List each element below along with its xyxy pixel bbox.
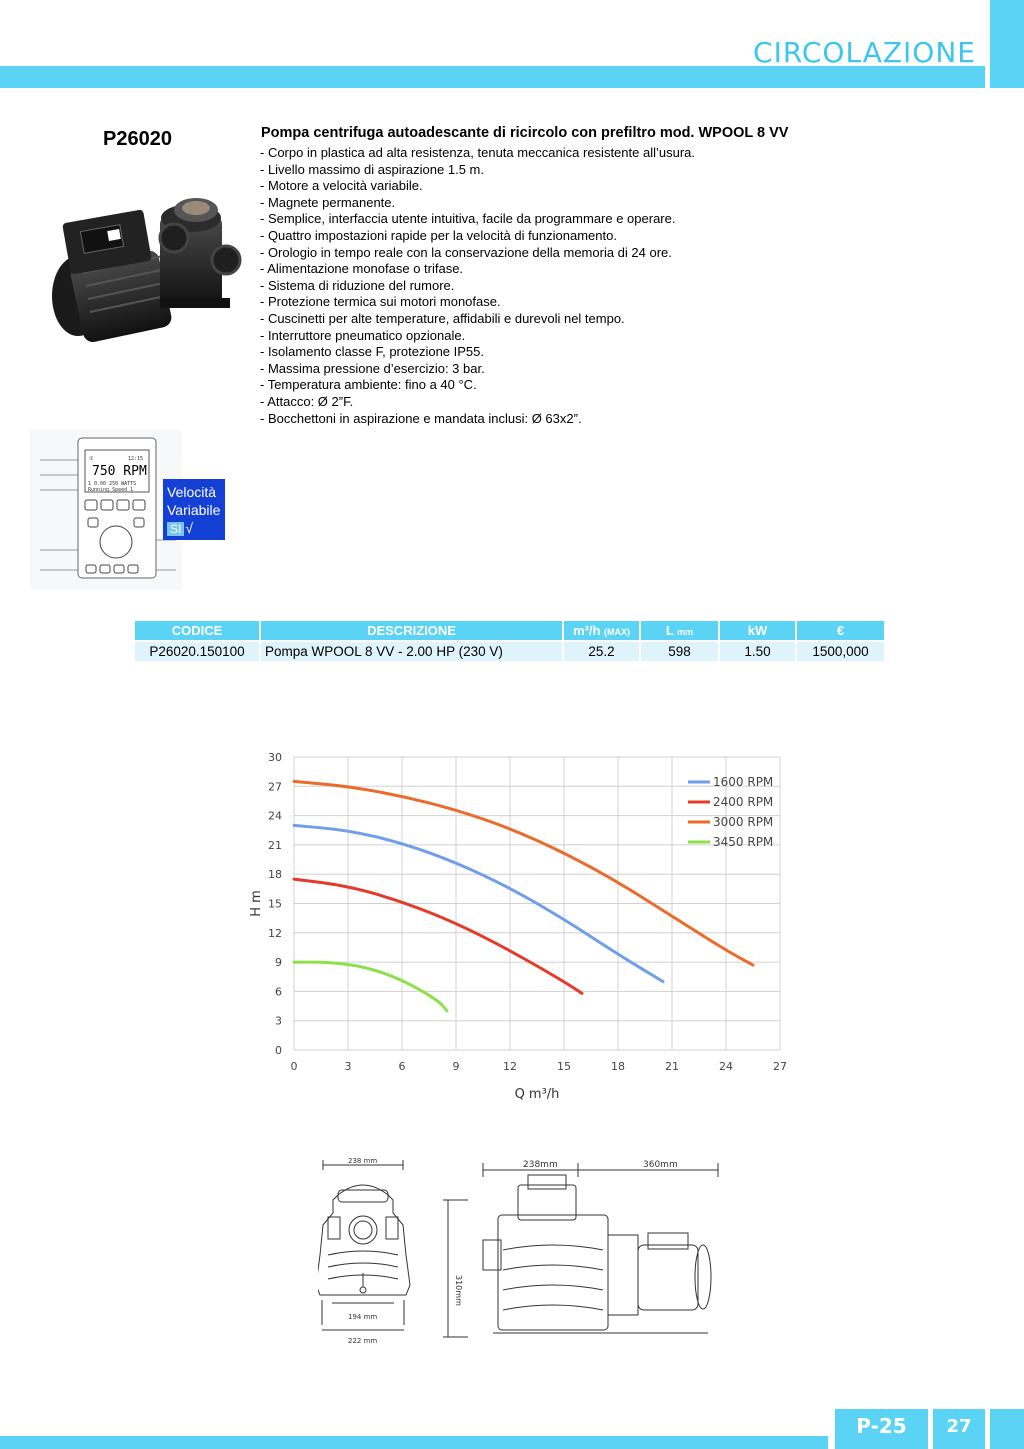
x-tick-label: 15 xyxy=(557,1060,571,1073)
series-line-3000-rpm xyxy=(294,781,753,965)
x-axis-label: Q m³/h xyxy=(514,1087,560,1102)
feature-item: - Cuscinetti per alte temperature, affidabili e durevoli nel tempo. xyxy=(260,310,625,326)
feature-list xyxy=(260,145,695,427)
y-tick-label: 21 xyxy=(268,838,282,852)
dim-front-base: 222 mm xyxy=(348,1337,378,1345)
table-header-row xyxy=(135,621,884,641)
dim-side-motor: 360mm xyxy=(643,1160,678,1170)
header-length: L mm xyxy=(640,621,719,641)
dim-side-pump: 238mm xyxy=(523,1160,558,1170)
x-tick-label: 18 xyxy=(611,1060,625,1073)
y-tick-label: 3 xyxy=(275,1014,282,1028)
header-price: € xyxy=(796,621,884,641)
table-row xyxy=(135,641,884,661)
x-tick-label: 27 xyxy=(773,1060,787,1073)
x-tick-label: 12 xyxy=(503,1060,517,1073)
control-panel-drawing xyxy=(30,430,182,590)
y-tick-label: 12 xyxy=(268,926,282,940)
y-tick-label: 9 xyxy=(275,956,282,970)
section-title: CIRCOLAZIONE xyxy=(753,36,976,69)
feature-item: - Attacco: Ø 2”F. xyxy=(260,393,354,409)
footer-corner-bar xyxy=(990,1409,1024,1449)
badge-line1: Velocità xyxy=(167,484,217,500)
header-power: kW xyxy=(719,621,796,641)
cell-description: Pompa WPOOL 8 VV - 2.00 HP (230 V) xyxy=(260,641,563,661)
feature-item: - Motore a velocità variabile. xyxy=(260,178,423,194)
product-code: P26020 xyxy=(103,128,172,150)
y-tick-label: 30 xyxy=(268,751,282,764)
header-flow: m³/h (MAX) xyxy=(563,621,640,641)
feature-item: - Protezione termica sui motori monofase. xyxy=(260,294,501,310)
cell-price: 1500,000 xyxy=(796,641,884,661)
x-tick-label: 6 xyxy=(398,1060,406,1073)
dim-front-top: 238 mm xyxy=(348,1157,378,1165)
y-tick-label: 0 xyxy=(275,1044,282,1057)
page-number: 27 xyxy=(933,1409,985,1449)
badge-line2: Variabile xyxy=(167,502,221,518)
x-tick-label: 9 xyxy=(452,1060,460,1073)
technical-drawing xyxy=(318,1155,748,1350)
feature-item: - Sistema di riduzione del rumore. xyxy=(260,277,455,293)
panel-line4: Running Speed 1 xyxy=(88,487,134,493)
product-title: Pompa centrifuga autoadescante di ricircolo con prefiltro mod. WPOOL 8 VV xyxy=(261,125,789,141)
header-code: CODICE xyxy=(135,621,260,641)
feature-item: - Massima pressione d’esercizio: 3 bar. xyxy=(260,360,485,376)
dim-height: 310mm xyxy=(454,1275,463,1306)
x-tick-label: 24 xyxy=(719,1060,733,1073)
y-axis-label: H m xyxy=(249,890,264,917)
legend-label: 2400 RPM xyxy=(713,795,774,809)
series-line-2400-rpm xyxy=(294,879,582,993)
page-code: P-25 xyxy=(835,1409,928,1449)
dim-front-inner: 194 mm xyxy=(348,1313,378,1321)
feature-item: - Interruttore pneumatico opzionale. xyxy=(260,327,466,343)
y-tick-label: 24 xyxy=(268,809,282,823)
cell-flow: 25.2 xyxy=(563,641,640,661)
y-tick-label: 18 xyxy=(268,868,282,882)
series-line-3450-rpm xyxy=(294,962,447,1011)
feature-item: - Quattro impostazioni rapide per la velocità di funzionamento. xyxy=(260,227,617,243)
product-table xyxy=(135,621,884,661)
y-tick-label: 6 xyxy=(275,985,282,999)
performance-chart xyxy=(240,745,800,1105)
footer-band xyxy=(0,1436,828,1449)
panel-speed: 750 RPM xyxy=(92,464,147,479)
feature-item: - Livello massimo di aspirazione 1.5 m. xyxy=(260,161,484,177)
x-tick-label: 0 xyxy=(290,1060,298,1073)
header-corner-bar xyxy=(990,0,1024,88)
pump-photo xyxy=(48,178,244,348)
legend-label: 3450 RPM xyxy=(713,835,774,849)
variable-speed-badge xyxy=(163,479,225,540)
legend-label: 1600 RPM xyxy=(713,775,774,789)
legend-label: 3000 RPM xyxy=(713,815,774,829)
header-description: DESCRIZIONE xyxy=(260,621,563,641)
feature-item: - Semplice, interfaccia utente intuitiva, facile da programmare e operare. xyxy=(260,211,676,227)
cell-length: 598 xyxy=(640,641,719,661)
feature-item: - Corpo in plastica ad alta resistenza, tenuta meccanica resistente all’usura. xyxy=(260,145,695,160)
cell-power: 1.50 xyxy=(719,641,796,661)
panel-line3: 1 0.00 250 WATTS xyxy=(88,481,137,487)
badge-yes: SI xyxy=(167,522,184,536)
check-icon: √ xyxy=(185,520,194,536)
svg-text:①: ① xyxy=(89,456,94,462)
panel-time: 12:15 xyxy=(128,456,144,462)
x-tick-label: 21 xyxy=(665,1060,679,1073)
header-band xyxy=(0,66,985,88)
feature-item: - Alimentazione monofase o trifase. xyxy=(260,261,464,277)
y-tick-label: 15 xyxy=(268,897,282,911)
feature-item: - Bocchettoni in aspirazione e mandata inclusi: Ø 63x2”. xyxy=(260,410,582,426)
feature-item: - Temperatura ambiente: fino a 40 °C. xyxy=(260,377,477,393)
y-tick-label: 27 xyxy=(268,780,282,794)
feature-item: - Orologio in tempo reale con la conservazione della memoria di 24 ore. xyxy=(260,244,672,260)
feature-item: - Magnete permanente. xyxy=(260,194,396,210)
cell-code: P26020.150100 xyxy=(135,641,260,661)
feature-item: - Isolamento classe F, protezione IP55. xyxy=(260,344,485,360)
x-tick-label: 3 xyxy=(344,1060,352,1073)
